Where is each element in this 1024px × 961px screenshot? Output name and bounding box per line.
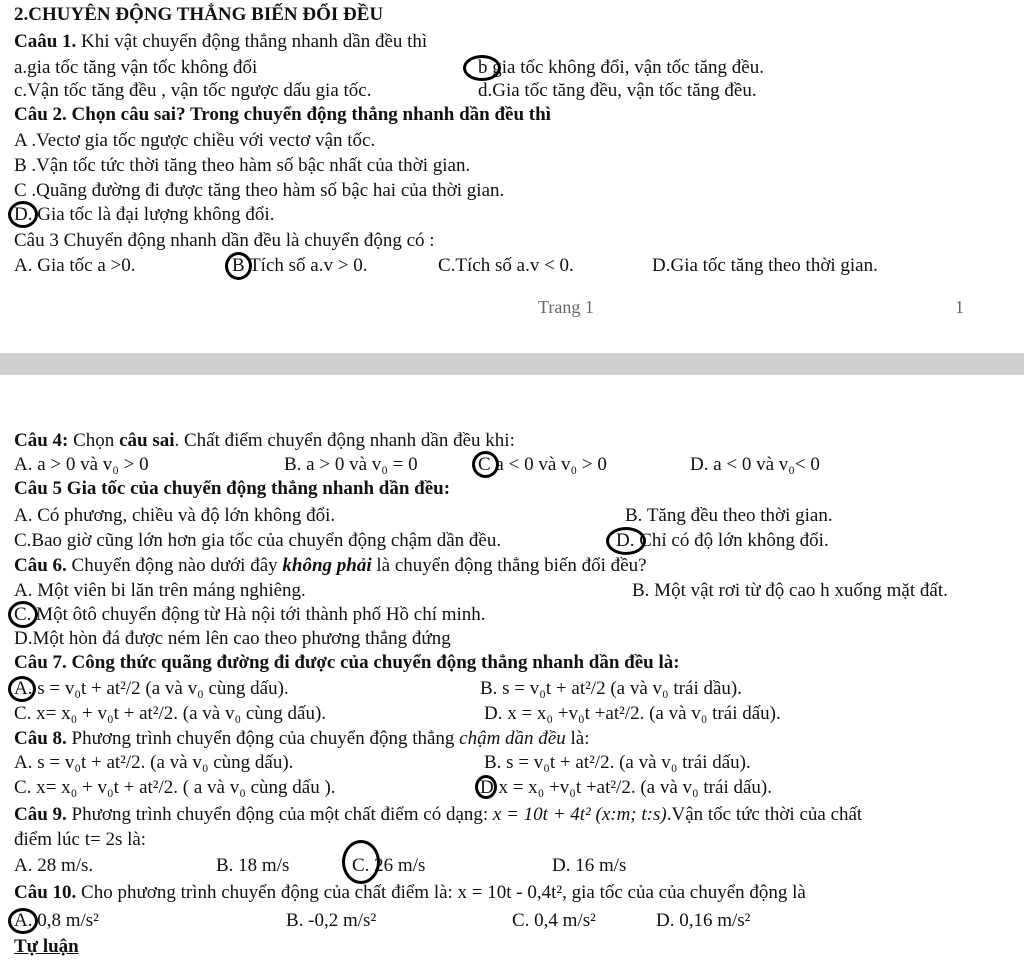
question-9-formula: x = 10t + 4t² (x:m; t:s) — [492, 804, 667, 825]
q7-option-b: B. s = v₀t + at²/2 (a và v₀ trái dầu). — [480, 678, 742, 699]
question-6-label: Câu 6. — [14, 555, 67, 576]
q2-option-b: B .Vận tốc tức thời tăng theo hàm số bậc nhất của thời gian. — [14, 155, 471, 176]
answer-circle — [463, 55, 501, 81]
q9-option-a: A. 28 m/s. — [14, 855, 94, 876]
q6-option-c: C. Một ôtô chuyển động từ Hà nội tới thành phố Hồ chí minh. — [14, 604, 486, 625]
q8-option-a: A. s = v₀t + at²/2. (a và v₀ cùng dấu). — [14, 752, 294, 773]
question-4-text-end: . Chất điểm chuyển động nhanh dần đều khi: — [174, 430, 515, 451]
q9-option-c: C. 26 m/s — [352, 855, 426, 876]
answer-circle — [475, 775, 497, 799]
answer-circle — [8, 201, 38, 228]
question-1-text: Khi vật chuyển động thẳng nhanh dần đều thì — [76, 31, 428, 52]
q6-option-b: B. Một vật rơi từ độ cao h xuống mặt đất. — [632, 580, 948, 601]
q5-option-b: B. Tăng đều theo thời gian. — [625, 505, 833, 526]
q1-option-b: b gia tốc không đổi, vận tốc tăng đều. — [478, 57, 764, 78]
q3-option-b: B Tích số a.v > 0. — [232, 255, 368, 276]
question-2-title: Câu 2. Chọn câu sai? Trong chuyển động thẳng nhanh dần đều thì — [14, 104, 551, 125]
question-5-title: Câu 5 Gia tốc của chuyển động thẳng nhanh dần đều: — [14, 478, 451, 499]
question-4-text: Chọn — [68, 430, 120, 451]
question-9-label: Câu 9. — [14, 804, 67, 825]
q1-option-c: c.Vận tốc tăng đều , vận tốc ngược dấu gia tốc. — [14, 80, 372, 101]
q1-option-a: a.gia tốc tăng vận tốc không đổi — [14, 57, 258, 78]
question-1-label: Caâu 1. — [14, 31, 77, 52]
q3-option-d: D.Gia tốc tăng theo thời gian. — [652, 255, 878, 276]
q3-option-a: A. Gia tốc a >0. — [14, 255, 136, 276]
question-3-title: Câu 3 Chuyển động nhanh dần đều là chuyển động có : — [14, 230, 435, 251]
next-section-title: Tự luận — [14, 936, 79, 957]
answer-circle — [8, 676, 36, 702]
question-6-stem — [14, 555, 647, 577]
q6-option-d: D.Một hòn đá được ném lên cao theo phương thẳng đứng — [14, 628, 451, 649]
answer-circle — [8, 908, 38, 934]
answer-circle — [342, 840, 380, 884]
question-6-text: Chuyển động nào dưới đây — [66, 555, 283, 576]
question-4-label: Câu 4: — [14, 430, 69, 451]
question-10-label: Câu 10. — [14, 882, 77, 903]
page-footer: Trang 1 — [538, 297, 594, 317]
q3-option-c: C.Tích số a.v < 0. — [438, 255, 574, 276]
q6-option-a: A. Một viên bi lăn trên máng nghiêng. — [14, 580, 306, 601]
question-7-title: Câu 7. Công thức quãng đường đi được của chuyển động thẳng nhanh dần đều là: — [14, 652, 680, 673]
question-10-stem — [14, 882, 806, 904]
q9-option-b: B. 18 m/s — [216, 855, 290, 876]
q7-option-d: D. x = x₀ +v₀t +at²/2. (a và v₀ trái dấu). — [484, 703, 781, 724]
answer-circle — [225, 252, 252, 280]
q9-option-d: D. 16 m/s — [552, 855, 627, 876]
q2-option-d: D. Gia tốc là đại lượng không đổi. — [14, 204, 275, 225]
q7-option-c: C. x= x₀ + v₀t + at²/2. (a và v₀ cùng dấu). — [14, 703, 327, 724]
question-8-label: Câu 8. — [14, 728, 67, 749]
q5-option-d: D. Chỉ có độ lớn không đổi. — [616, 530, 829, 551]
question-10-text: Cho phương trình chuyển động của chất điểm là: x = 10t - 0,4t², gia tốc của của chuyển động là — [76, 882, 806, 903]
q10-option-a: A. 0,8 m/s² — [14, 910, 99, 931]
question-8-emphasis: chậm dần đều — [459, 728, 566, 749]
answer-circle — [472, 451, 499, 478]
question-9-text: Phương trình chuyển động của một chất điểm có dạng: — [66, 804, 493, 825]
q1-option-d: d.Gia tốc tăng đều, vận tốc tăng đều. — [478, 80, 757, 101]
question-4-emphasis: câu sai — [119, 430, 175, 451]
question-1-stem — [14, 31, 427, 53]
question-8-text-end: là: — [565, 728, 590, 749]
q5-option-a: A. Có phương, chiều và độ lớn không đổi. — [14, 505, 336, 526]
answer-circle — [606, 527, 646, 555]
q2-option-a: A .Vectơ gia tốc ngược chiều với vectơ vận tốc. — [14, 130, 376, 151]
q7-option-a: A. s = v₀t + at²/2 (a và v₀ cùng dấu). — [14, 678, 289, 699]
question-8-stem — [14, 728, 590, 750]
question-9-stem — [14, 804, 862, 826]
q10-option-d: D. 0,16 m/s² — [656, 910, 751, 931]
q4-option-b: B. a > 0 và v₀ = 0 — [284, 454, 418, 475]
question-9-text-end: .Vận tốc tức thời của chất — [666, 804, 863, 825]
q4-option-c: C a < 0 và v₀ > 0 — [478, 454, 607, 475]
q10-option-b: B. -0,2 m/s² — [286, 910, 377, 931]
q5-option-c: C.Bao giờ cũng lớn hơn gia tốc của chuyển động chậm dần đều. — [14, 530, 502, 551]
question-6-emphasis: không phải — [282, 555, 372, 576]
q10-option-c: C. 0,4 m/s² — [512, 910, 596, 931]
q2-option-c: C .Quãng đường đi được tăng theo hàm số bậc hai của thời gian. — [14, 180, 505, 201]
question-9-line-2: điểm lúc t= 2s là: — [14, 829, 147, 850]
page-separator — [0, 353, 1024, 375]
q8-option-d: D x = x₀ +v₀t +at²/2. (a và v₀ trái dấu). — [480, 777, 772, 798]
question-6-text-end: là chuyển động thẳng biến đổi đều? — [371, 555, 647, 576]
question-8-text: Phương trình chuyển động của chuyển động thẳng — [66, 728, 460, 749]
q8-option-b: B. s = v₀t + at²/2. (a và v₀ trái dấu). — [484, 752, 751, 773]
answer-circle — [8, 601, 38, 628]
page-number: 1 — [955, 297, 964, 317]
q4-option-d: D. a < 0 và v₀< 0 — [690, 454, 820, 475]
q8-option-c: C. x= x₀ + v₀t + at²/2. ( a và v₀ cùng dấu ). — [14, 777, 336, 798]
question-4-stem — [14, 430, 515, 452]
section-title: 2.CHUYÊN ĐỘNG THẲNG BIẾN ĐỔI ĐỀU — [14, 4, 384, 25]
q4-option-a: A. a > 0 và v₀ > 0 — [14, 454, 149, 475]
